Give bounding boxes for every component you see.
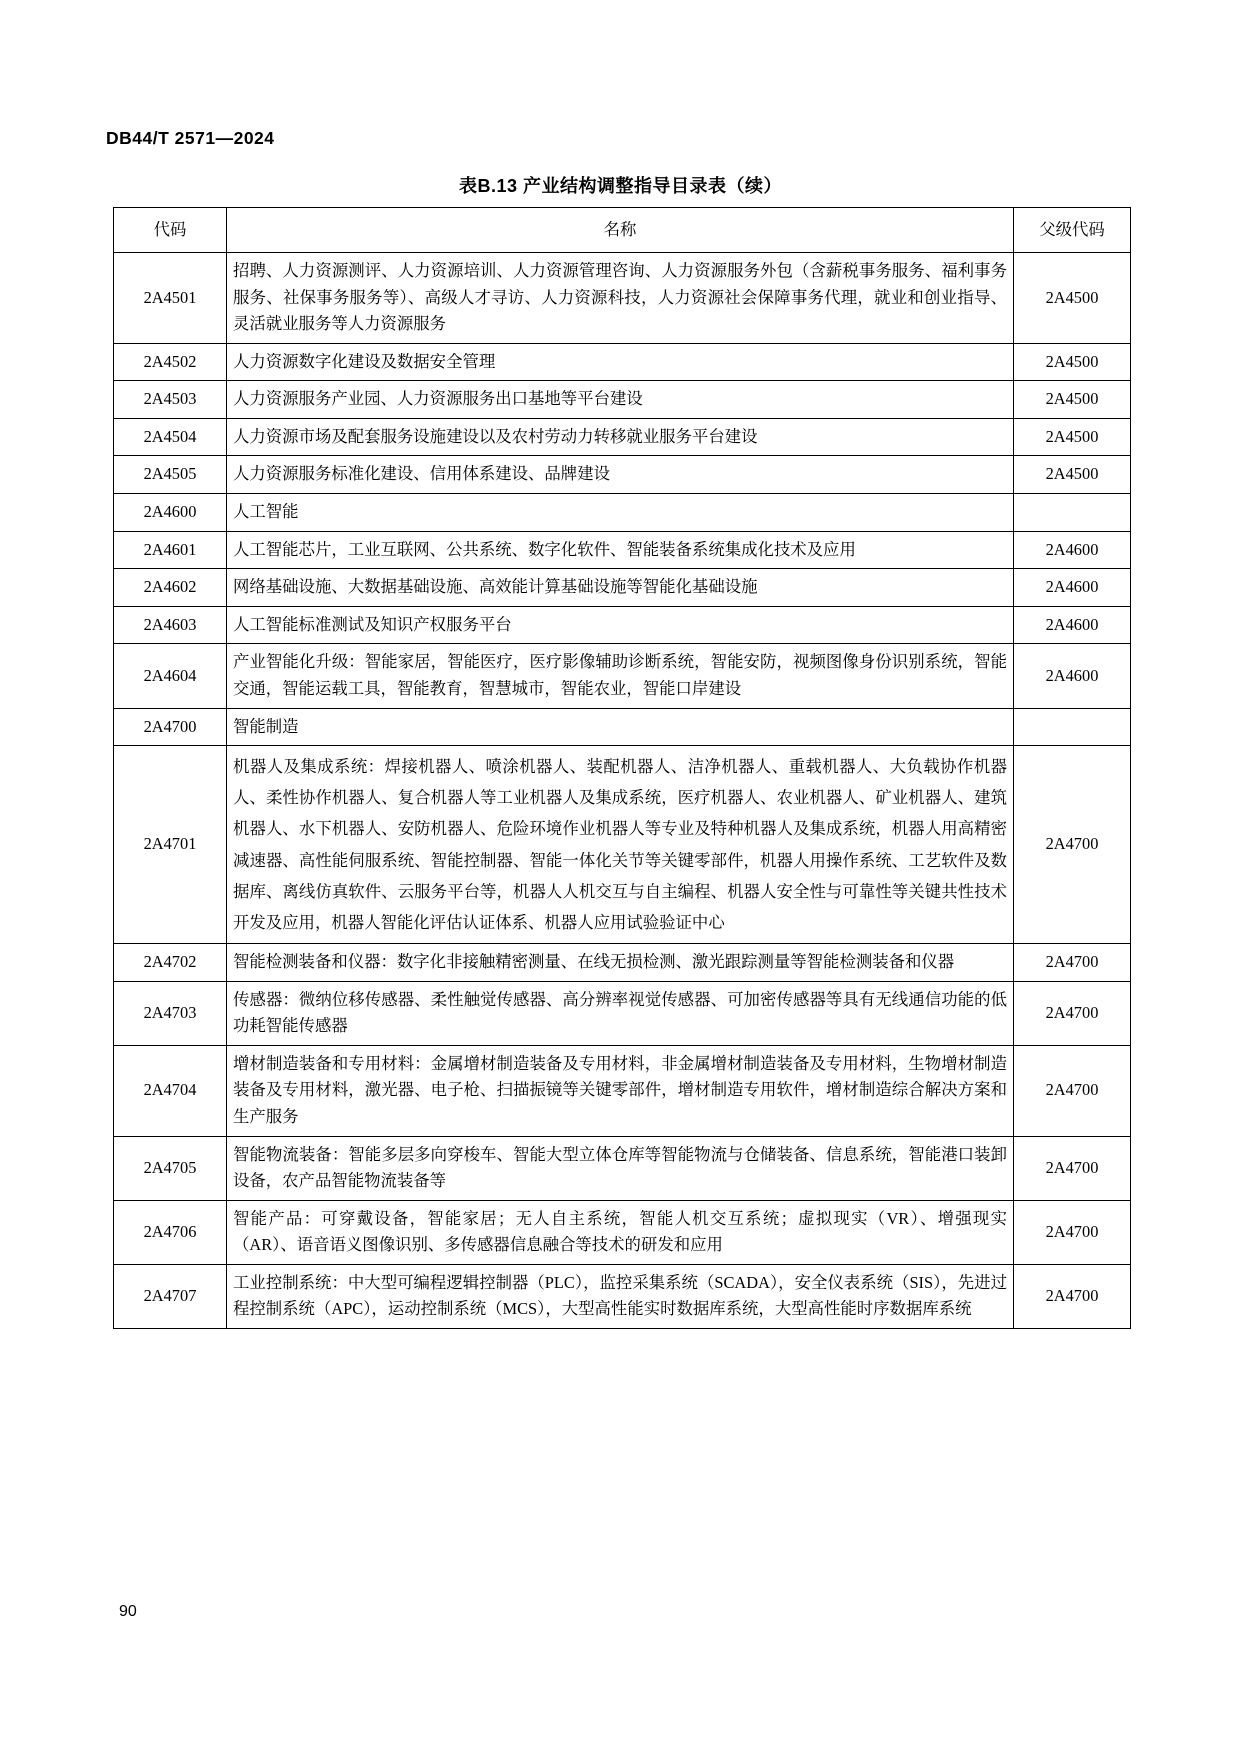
cell-code: 2A4705 bbox=[114, 1136, 227, 1200]
cell-code: 2A4604 bbox=[114, 644, 227, 708]
cell-code: 2A4702 bbox=[114, 944, 227, 982]
cell-parent-code: 2A4500 bbox=[1014, 418, 1131, 456]
cell-parent-code: 2A4700 bbox=[1014, 1045, 1131, 1136]
cell-code: 2A4602 bbox=[114, 569, 227, 607]
cell-name: 人力资源服务标准化建设、信用体系建设、品牌建设 bbox=[227, 456, 1014, 494]
cell-code: 2A4505 bbox=[114, 456, 227, 494]
cell-name: 人工智能标准测试及知识产权服务平台 bbox=[227, 606, 1014, 644]
cell-name: 人工智能芯片，工业互联网、公共系统、数字化软件、智能装备系统集成化技术及应用 bbox=[227, 531, 1014, 569]
cell-name: 招聘、人力资源测评、人力资源培训、人力资源管理咨询、人力资源服务外包（含薪税事务服务、福利事务服务、社保事务服务等）、高级人才寻访、人力资源科技，人力资源社会保障事务代理，就业和创业指导、灵活就业服务等人力资源服务 bbox=[227, 253, 1014, 344]
cell-parent-code: 2A4500 bbox=[1014, 343, 1131, 381]
cell-name: 人力资源数字化建设及数据安全管理 bbox=[227, 343, 1014, 381]
table-row bbox=[114, 1136, 1131, 1200]
cell-parent-code: 2A4700 bbox=[1014, 981, 1131, 1045]
cell-parent-code: 2A4600 bbox=[1014, 531, 1131, 569]
cell-parent-code: 2A4500 bbox=[1014, 381, 1131, 419]
table-row bbox=[114, 708, 1131, 746]
cell-name: 机器人及集成系统：焊接机器人、喷涂机器人、装配机器人、洁净机器人、重载机器人、大负载协作机器人、柔性协作机器人、复合机器人等工业机器人及集成系统，医疗机器人、农业机器人、矿业机器人、建筑机器人、水下机器人、安防机器人、危险环境作业机器人等专业及特种机器人及集成系统，机器人用高精密减速器、高性能伺服系统、智能控制器、智能一体化关节等关键零部件，机器人用操作系统、工艺软件及数据库、离线仿真软件、云服务平台等，机器人人机交互与自主编程、机器人安全性与可靠性等关键共性技术开发及应用，机器人智能化评估认证体系、机器人应用试验验证中心 bbox=[227, 746, 1014, 944]
cell-code: 2A4503 bbox=[114, 381, 227, 419]
cell-code: 2A4501 bbox=[114, 253, 227, 344]
cell-code: 2A4701 bbox=[114, 746, 227, 944]
table-row bbox=[114, 343, 1131, 381]
cell-code: 2A4700 bbox=[114, 708, 227, 746]
cell-name: 人工智能 bbox=[227, 494, 1014, 532]
cell-parent-code: 2A4700 bbox=[1014, 944, 1131, 982]
cell-parent-code: 2A4700 bbox=[1014, 1200, 1131, 1264]
cell-parent-code: 2A4500 bbox=[1014, 456, 1131, 494]
table-row bbox=[114, 569, 1131, 607]
cell-name: 网络基础设施、大数据基础设施、高效能计算基础设施等智能化基础设施 bbox=[227, 569, 1014, 607]
cell-parent-code: 2A4600 bbox=[1014, 644, 1131, 708]
document-header: DB44/T 2571—2024 bbox=[106, 128, 275, 148]
cell-name: 智能检测装备和仪器：数字化非接触精密测量、在线无损检测、激光跟踪测量等智能检测装备和仪器 bbox=[227, 944, 1014, 982]
cell-parent-code: 2A4700 bbox=[1014, 746, 1131, 944]
table-body bbox=[114, 253, 1131, 1329]
cell-code: 2A4703 bbox=[114, 981, 227, 1045]
cell-name: 人力资源市场及配套服务设施建设以及农村劳动力转移就业服务平台建设 bbox=[227, 418, 1014, 456]
industry-catalog-table bbox=[113, 207, 1131, 1329]
table-row bbox=[114, 531, 1131, 569]
cell-parent-code: 2A4500 bbox=[1014, 253, 1131, 344]
cell-name: 传感器：微纳位移传感器、柔性触觉传感器、高分辨率视觉传感器、可加密传感器等具有无线通信功能的低功耗智能传感器 bbox=[227, 981, 1014, 1045]
column-header-parent-code: 父级代码 bbox=[1014, 208, 1131, 253]
table-row bbox=[114, 494, 1131, 532]
table-row bbox=[114, 253, 1131, 344]
table-row bbox=[114, 418, 1131, 456]
cell-code: 2A4502 bbox=[114, 343, 227, 381]
cell-parent-code: 2A4700 bbox=[1014, 1264, 1131, 1328]
table-title: 表B.13 产业结构调整指导目录表（续） bbox=[458, 176, 783, 196]
cell-name: 产业智能化升级：智能家居，智能医疗，医疗影像辅助诊断系统，智能安防，视频图像身份识别系统，智能交通，智能运载工具，智能教育，智慧城市，智能农业，智能口岸建设 bbox=[227, 644, 1014, 708]
cell-code: 2A4504 bbox=[114, 418, 227, 456]
cell-name: 增材制造装备和专用材料：金属增材制造装备及专用材料，非金属增材制造装备及专用材料，生物增材制造装备及专用材料，激光器、电子枪、扫描振镜等关键零部件，增材制造专用软件，增材制造综合解决方案和生产服务 bbox=[227, 1045, 1014, 1136]
table-row bbox=[114, 981, 1131, 1045]
table-header-row bbox=[114, 208, 1131, 253]
cell-name: 智能物流装备：智能多层多向穿梭车、智能大型立体仓库等智能物流与仓储装备、信息系统，智能港口装卸设备，农产品智能物流装备等 bbox=[227, 1136, 1014, 1200]
cell-name: 人力资源服务产业园、人力资源服务出口基地等平台建设 bbox=[227, 381, 1014, 419]
cell-code: 2A4707 bbox=[114, 1264, 227, 1328]
column-header-code: 代码 bbox=[114, 208, 227, 253]
cell-name: 工业控制系统：中大型可编程逻辑控制器（PLC），监控采集系统（SCADA），安全仪表系统（SIS），先进过程控制系统（APC），运动控制系统（MCS），大型高性能实时数据库系统，大型高性能时序数据库系统 bbox=[227, 1264, 1014, 1328]
table-row bbox=[114, 944, 1131, 982]
cell-parent-code: 2A4600 bbox=[1014, 606, 1131, 644]
table-row bbox=[114, 1200, 1131, 1264]
column-header-name: 名称 bbox=[227, 208, 1014, 253]
table-row bbox=[114, 1045, 1131, 1136]
table-row bbox=[114, 381, 1131, 419]
cell-parent-code: 2A4600 bbox=[1014, 569, 1131, 607]
cell-code: 2A4704 bbox=[114, 1045, 227, 1136]
table-row bbox=[114, 746, 1131, 944]
cell-name: 智能产品：可穿戴设备，智能家居；无人自主系统，智能人机交互系统；虚拟现实（VR）、增强现实（AR）、语音语义图像识别、多传感器信息融合等技术的研发和应用 bbox=[227, 1200, 1014, 1264]
cell-parent-code: 2A4700 bbox=[1014, 1136, 1131, 1200]
table-row bbox=[114, 1264, 1131, 1328]
cell-code: 2A4600 bbox=[114, 494, 227, 532]
table-row bbox=[114, 644, 1131, 708]
cell-code: 2A4706 bbox=[114, 1200, 227, 1264]
cell-code: 2A4603 bbox=[114, 606, 227, 644]
cell-name: 智能制造 bbox=[227, 708, 1014, 746]
page-number: 90 bbox=[119, 1603, 137, 1620]
table-row bbox=[114, 456, 1131, 494]
cell-parent-code bbox=[1014, 494, 1131, 532]
cell-code: 2A4601 bbox=[114, 531, 227, 569]
cell-parent-code bbox=[1014, 708, 1131, 746]
table-row bbox=[114, 606, 1131, 644]
